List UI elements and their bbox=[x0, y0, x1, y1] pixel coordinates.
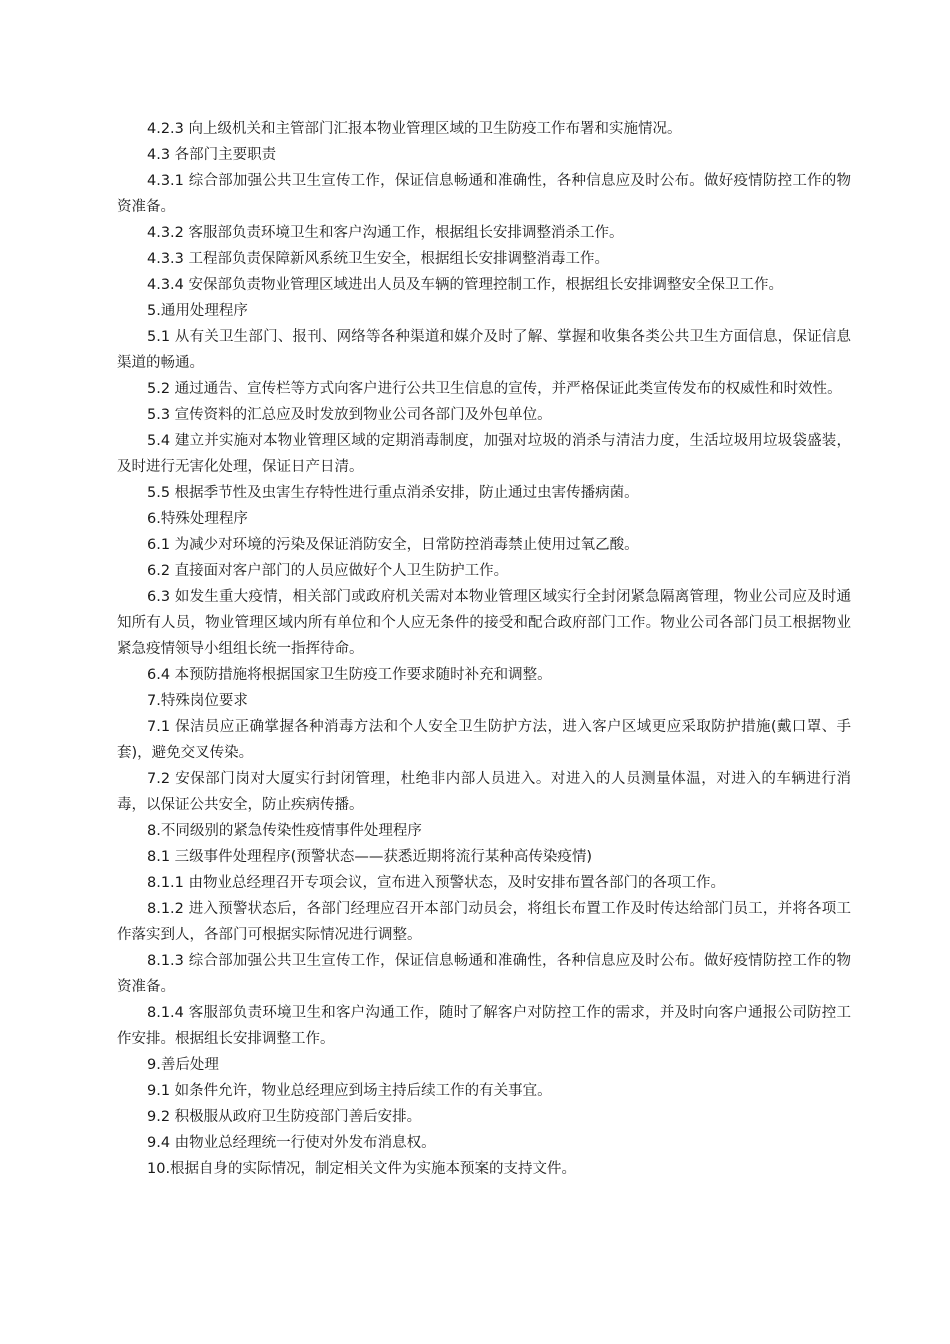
paragraph-4-3-3: 4.3.3 工程部负责保障新风系统卫生安全，根据组长安排调整消毒工作。 bbox=[147, 251, 610, 267]
heading-4-2-3: 4.2.3 向上级机关和主管部门汇报本物业管理区域的卫生防疫工作布署和实施情况。 bbox=[147, 121, 682, 137]
paragraph-5-5: 5.5 根据季节性及虫害生存特性进行重点消杀安排，防止通过虫害传播病菌。 bbox=[147, 485, 639, 501]
paragraph-8-1: 8.1 三级事件处理程序(预警状态——获悉近期将流行某种高传染疫情) bbox=[147, 849, 592, 865]
paragraph-9-1: 9.1 如条件允许，物业总经理应到场主持后续工作的有关事宜。 bbox=[147, 1083, 552, 1099]
paragraph-9-2: 9.2 积极服从政府卫生防疫部门善后安排。 bbox=[147, 1109, 422, 1125]
paragraph-10: 10.根据自身的实际情况，制定相关文件为实施本预案的支持文件。 bbox=[147, 1161, 577, 1177]
heading-9: 9.善后处理 bbox=[147, 1057, 219, 1073]
paragraph-8-1-4: 8.1.4 客服部负责环境卫生和客户沟通工作，随时了解客户对防控工作的需求，并及时向客户通报公司防控工作安排。根据组长安排调整工作。 bbox=[117, 1005, 851, 1047]
paragraph-6-4: 6.4 本预防措施将根据国家卫生防疫工作要求随时补充和调整。 bbox=[147, 667, 552, 683]
paragraph-6-3: 6.3 如发生重大疫情，相关部门或政府机关需对本物业管理区域实行全封闭紧急隔离管理，物业公司应及时通知所有人员，物业管理区域内所有单位和个人应无条件的接受和配合政府部门工作。物业公司各部门员工根据物业紧急疫情领导小组组长统一指挥待命。 bbox=[117, 589, 851, 657]
paragraph-4-3-1: 4.3.1 综合部加强公共卫生宣传工作，保证信息畅通和准确性，各种信息应及时公布。做好疫情防控工作的物资准备。 bbox=[117, 173, 851, 215]
heading-7: 7.特殊岗位要求 bbox=[147, 693, 248, 709]
heading-4-3: 4.3 各部门主要职责 bbox=[147, 147, 277, 163]
paragraph-8-1-2: 8.1.2 进入预警状态后，各部门经理应召开本部门动员会，将组长布置工作及时传达给部门员工，并将各项工作落实到人，各部门可根据实际情况进行调整。 bbox=[117, 901, 851, 943]
paragraph-9-4: 9.4 由物业总经理统一行使对外发布消息权。 bbox=[147, 1135, 436, 1151]
paragraph-4-3-4: 4.3.4 安保部负责物业管理区域进出人员及车辆的管理控制工作，根据组长安排调整安全保卫工作。 bbox=[147, 277, 783, 293]
heading-5: 5.通用处理程序 bbox=[147, 303, 248, 319]
paragraph-5-3: 5.3 宣传资料的汇总应及时发放到物业公司各部门及外包单位。 bbox=[147, 407, 552, 423]
heading-6: 6.特殊处理程序 bbox=[147, 511, 248, 527]
paragraph-4-3-2: 4.3.2 客服部负责环境卫生和客户沟通工作，根据组长安排调整消杀工作。 bbox=[147, 225, 624, 241]
paragraph-6-1: 6.1 为减少对环境的污染及保证消防安全，日常防控消毒禁止使用过氧乙酸。 bbox=[147, 537, 639, 553]
heading-8: 8.不同级别的紧急传染性疫情事件处理程序 bbox=[147, 823, 422, 839]
paragraph-6-2: 6.2 直接面对客户部门的人员应做好个人卫生防护工作。 bbox=[147, 563, 509, 579]
paragraph-7-2: 7.2 安保部门岗对大厦实行封闭管理，杜绝非内部人员进入。对进入的人员测量体温，对进入的车辆进行消毒，以保证公共安全，防止疾病传播。 bbox=[117, 771, 851, 813]
document-body bbox=[117, 116, 851, 1182]
paragraph-8-1-3: 8.1.3 综合部加强公共卫生宣传工作，保证信息畅通和准确性，各种信息应及时公布。做好疫情防控工作的物资准备。 bbox=[117, 953, 851, 995]
paragraph-5-2: 5.2 通过通告、宣传栏等方式向客户进行公共卫生信息的宣传，并严格保证此类宣传发布的权威性和时效性。 bbox=[147, 381, 842, 397]
paragraph-7-1: 7.1 保洁员应正确掌握各种消毒方法和个人安全卫生防护方法，进入客户区域更应采取防护措施(戴口罩、手套)，避免交叉传染。 bbox=[117, 719, 851, 761]
paragraph-8-1-1: 8.1.1 由物业总经理召开专项会议，宣布进入预警状态，及时安排布置各部门的各项工作。 bbox=[147, 875, 725, 891]
paragraph-5-1: 5.1 从有关卫生部门、报刊、网络等各种渠道和媒介及时了解、掌握和收集各类公共卫生方面信息，保证信息渠道的畅通。 bbox=[117, 329, 851, 371]
paragraph-5-4: 5.4 建立并实施对本物业管理区域的定期消毒制度，加强对垃圾的消杀与清洁力度，生活垃圾用垃圾袋盛装，及时进行无害化处理，保证日产日清。 bbox=[117, 433, 851, 475]
